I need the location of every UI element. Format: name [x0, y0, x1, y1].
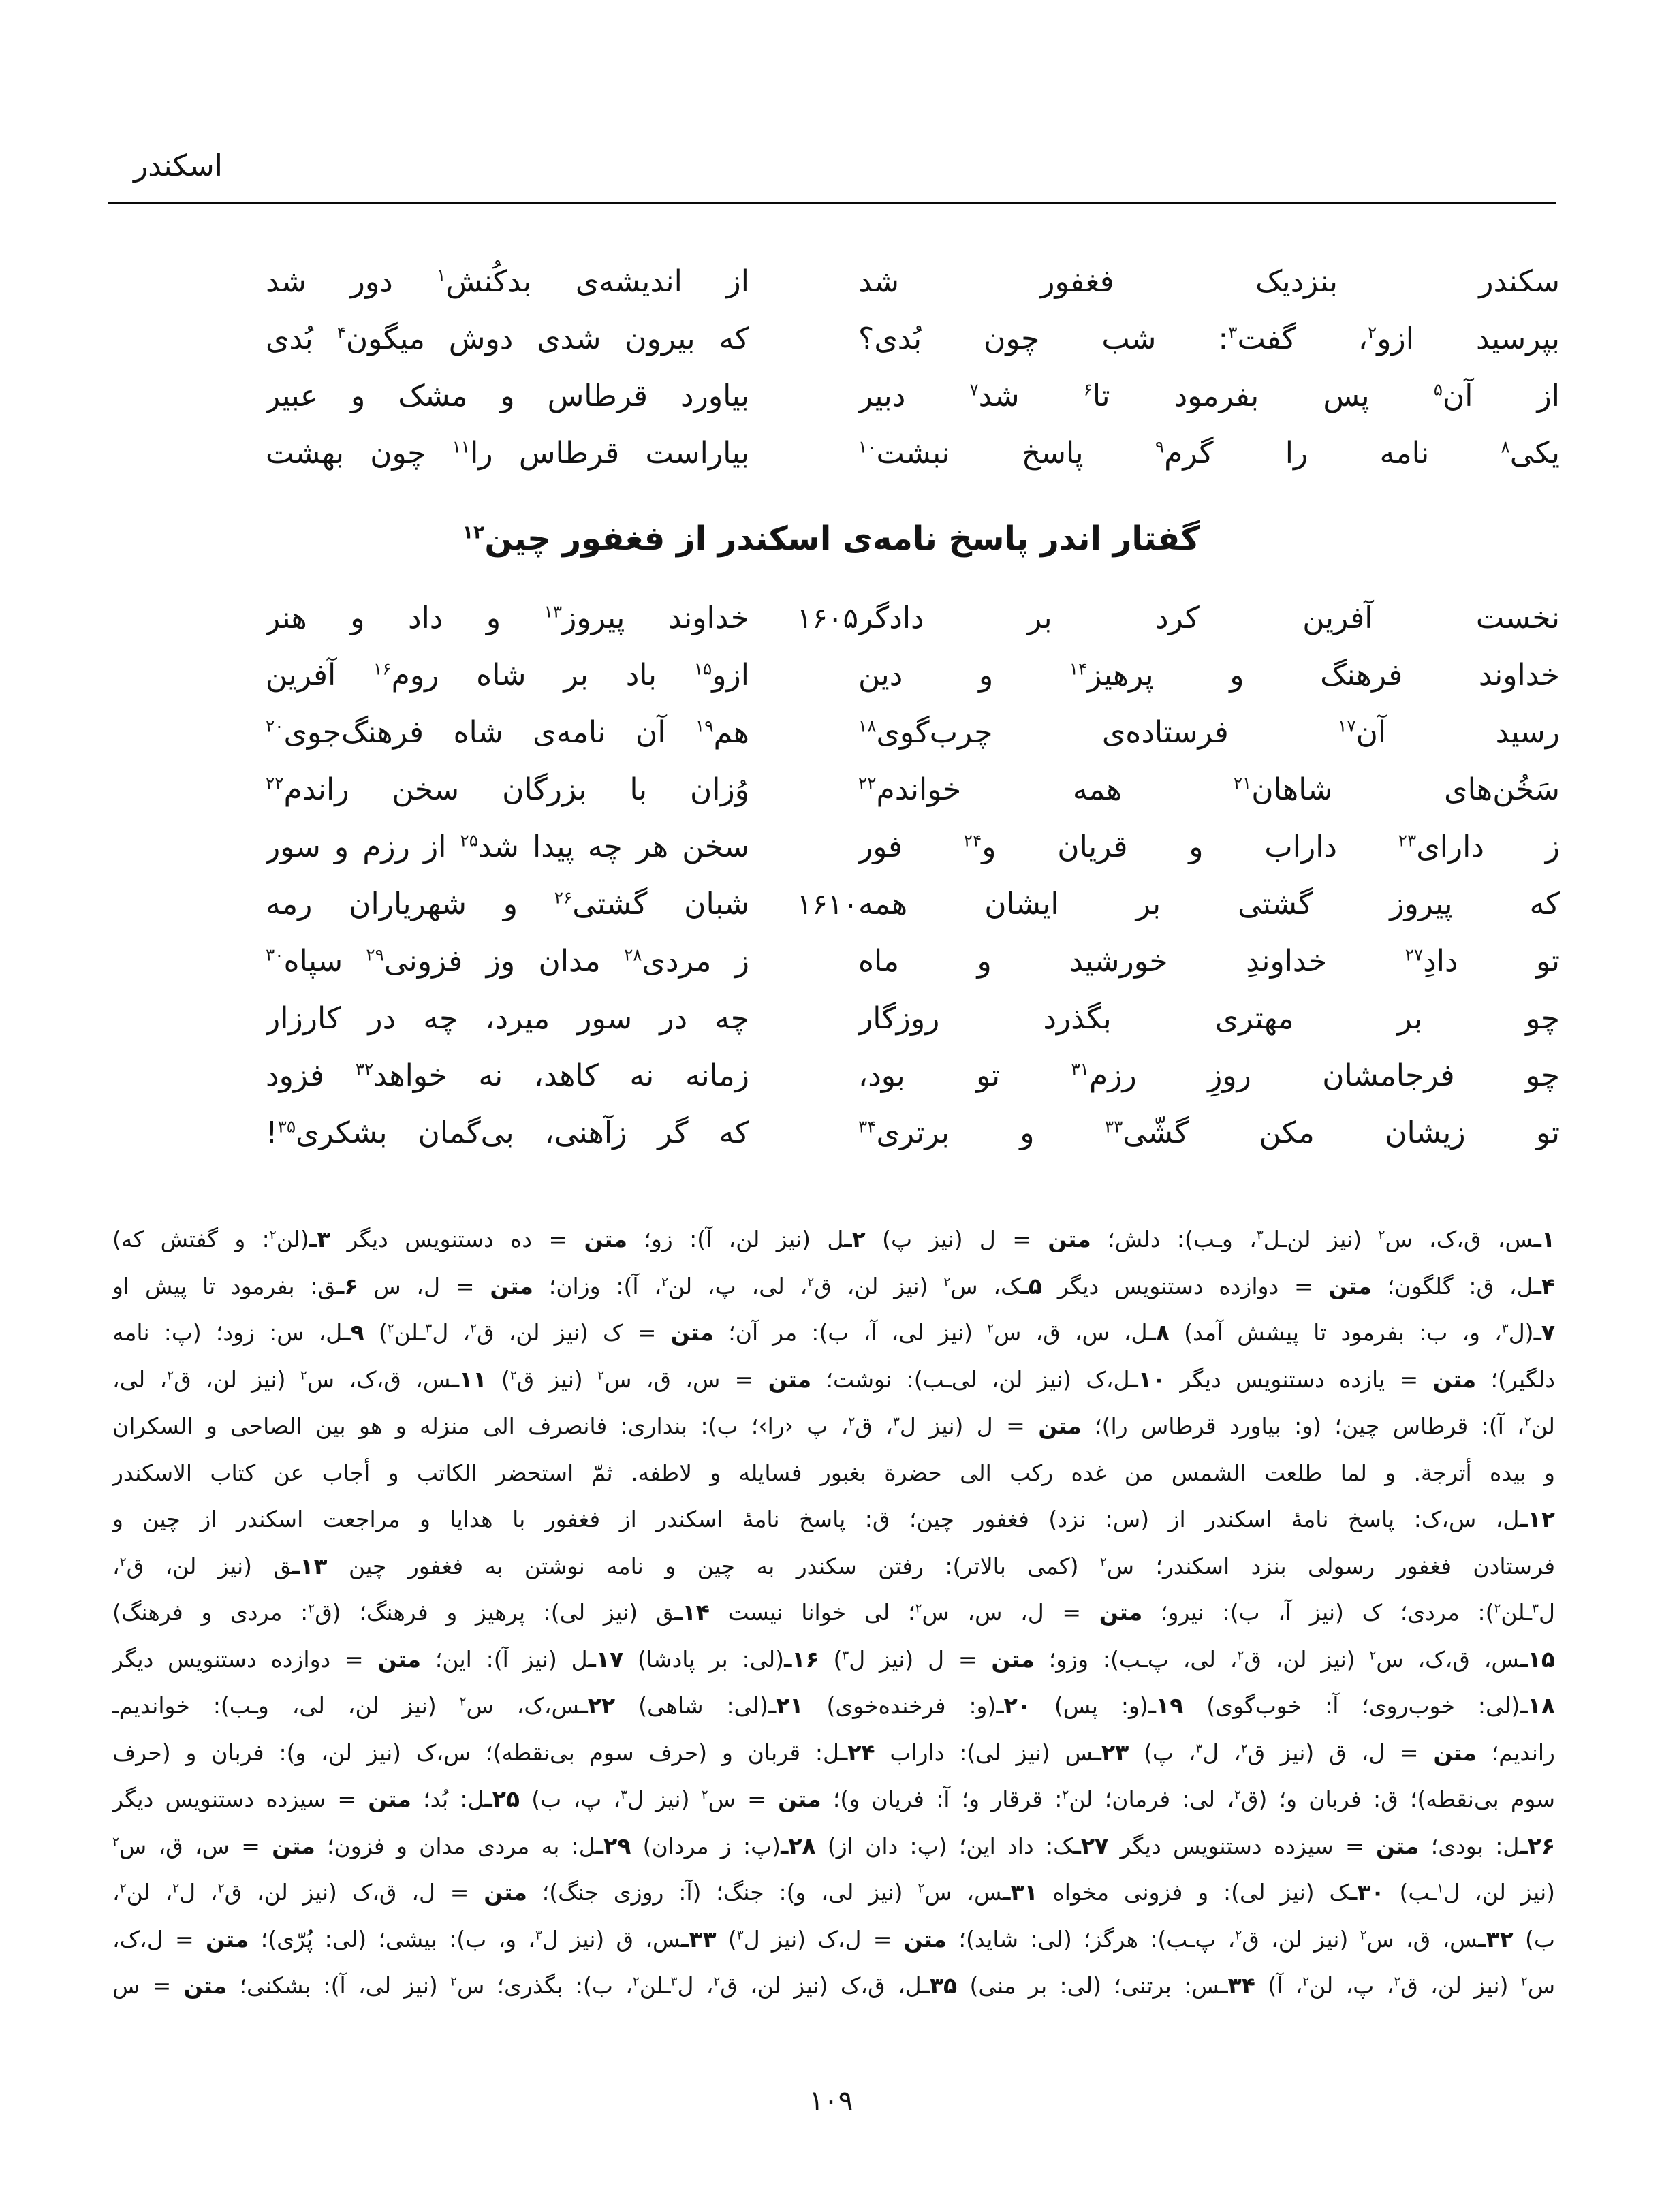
hemistich-left: ز مردی$^{۲۸}$ مدان وز فزونی$^{۲۹}$ سپاه$^{۳۰}$ — [266, 944, 749, 979]
footnote-line: ۱۸ـ(لی: خوب‌روی؛ آ: خوب‌گوی) ۱۹ـ(و: پس) ۲۰ـ(و: فرخنده‌خوی) ۲۱ـ(لی: شاهی) ۲۲ـس،ک، س$^۲$ (نیز لن، لی، وـب): خواندیم‌ـ — [112, 1692, 1555, 1719]
hemistich-left: وُزان با بزرگان سخن راندم$^{۲۲}$ — [266, 772, 749, 807]
verse-number — [749, 368, 858, 425]
hemistich-right: سَخُن‌های شاهان$^{۲۱}$ همه خواندم$^{۲۲}$ — [858, 772, 1560, 807]
couplet-row — [266, 590, 1560, 647]
hemistich-right: سکندر بنزدیک فغفور شد — [858, 264, 1560, 299]
footnote-line: ۲۶ـل: بودی؛ متن = سیزده دستنویس دیگر ۲۷ـک: داد این؛ (پ: دان از) ۲۸ـ(پ: ز مردان) ۲۹ـل: به مردی مدان و فزون؛ متن = س، ق، س$^۲$ — [112, 1832, 1555, 1859]
verse-number — [749, 647, 858, 704]
footnote-line: سوم بی‌نقطه)؛ ق: فربان و؛ (ق$^۲$، لی: فرمان؛ لن$^۲$: قرقار و؛ آ: فریان و)؛ متن = س$^۲$ (نیز ل$^۳$، پ، ب) ۲۵ـل: بُد؛ متن = سیزده دستنویس دیگر — [112, 1786, 1555, 1812]
hemistich-right: بپرسید ازو$^۲$، گفت$^۳$: شب چون بُدی؟ — [858, 321, 1560, 356]
hemistich-right: ز دارای$^{۲۳}$ داراب و قریان و$^{۲۴}$ فور — [858, 830, 1560, 864]
footnote-line: ۴ـل، ق: گلگون؛ متن = دوازده دستنویس دیگر ۵ـک، س$^۲$ (نیز لن، ق$^۲$، لی، پ، لن$^۲$، آ): وزان؛ متن = ل، س ۶ـق: بفرمود تا پیش او — [112, 1272, 1555, 1299]
hemistich-right: از آن$^۵$ پس بفرمود تا$^۶$ شد$^۷$ دبیر — [858, 379, 1560, 413]
hemistich-left: که گر زآهنی، بی‌گمان بشکری$^{۳۵}$! — [266, 1116, 749, 1150]
hemistich-right: تو زیشان مکن گشّی$^{۳۳}$ و برتری$^{۳۴}$ — [858, 1116, 1560, 1150]
hemistich-right: رسید آن$^{۱۷}$ فرستاده‌ی چرب‌گوی$^{۱۸}$ — [858, 715, 1560, 750]
footnote-line: و بیده أترجة. و لما طلعت الشمس من غده رکب الی حضرة بغبور فسایله و لاطفه. ثمّ استحضر الکاتب و أجاب عن کتاب الاسکندر — [112, 1459, 1555, 1486]
hemistich-left: که بیرون شدی دوش میگون$^۴$ بُدی — [266, 321, 749, 356]
verse-number — [749, 425, 858, 482]
verse-number — [749, 761, 858, 819]
page-number: ۱۰۹ — [809, 2085, 853, 2117]
hemistich-right: یکی$^۸$ نامه را گرم$^۹$ پاسخ نبشت$^{۱۰}$ — [858, 436, 1560, 471]
hemistich-left: ازو$^{۱۵}$ باد بر شاه روم$^{۱۶}$ آفرین — [266, 658, 749, 693]
footnotes-block — [112, 1216, 1555, 2010]
couplet-row — [266, 425, 1560, 482]
couplet-row — [266, 876, 1560, 933]
verse-number — [749, 311, 858, 368]
footnote-line: دلگیر)؛ متن = یازده دستنویس دیگر ۱۰ـل،ک (نیز لن، لی‌ـب): نوشت؛ متن = س، ق، س$^۲$ (نیز ق$^۲$) ۱۱ـس، ق،ک، س$^۲$ (نیز لن، ق$^۲$، لی، — [112, 1365, 1555, 1393]
section-heading: گفتار اندر پاسخ نامه‌ی اسکندر از فغفور چین$^{۱۲}$ — [462, 520, 1200, 558]
footnote-line: ۱ـس، ق،ک، س$^۲$ (نیز لن‌ـل$^۳$، وـب): دلش؛ متن = ل (نیز پ) ۲ـل (نیز لن، آ): زو؛ متن = ده دستنویس دیگر ۳ـ(لن$^۲$: و گفتش که) — [112, 1226, 1555, 1252]
poem-block-1 — [266, 253, 1560, 482]
couplet-row — [266, 311, 1560, 368]
footnote-line: لن$^۲$، آ): قرطاس چین؛ (و: بیاورد قرطاس را)؛ متن = ل (نیز ل$^۳$، ق$^۲$، پ ‹را›؛ ب): بنداری: فانصرف الی منزله و هو بین الصاحی و السکران — [112, 1412, 1555, 1439]
header-rule — [108, 202, 1556, 204]
hemistich-right: خداوند فرهنگ و پرهیز$^{۱۴}$ و دین — [858, 658, 1560, 693]
couplet-row — [266, 1047, 1560, 1105]
footnote-line: راندیم؛ متن = ل، ق (نیز ق$^۲$، ل$^۳$، پ) ۲۳ـس (نیز لی): داراب ۲۴ـل: قربان و (حرف سوم بی‌نقطه)؛ س،ک (نیز لن، و): فربان و (حرف — [112, 1739, 1555, 1766]
poem-block-2 — [266, 590, 1560, 1162]
footnote-line: ۱۵ـس، ق،ک، س$^۲$ (نیز لن، ق$^۲$، لی، پ‌ـب): وزو؛ متن = ل (نیز ل$^۳$) ۱۶ـ(لی: بر پادشا) ۱۷ـل (نیز آ): این؛ متن = دوازده دستنویس دیگر — [112, 1645, 1555, 1673]
footnote-line: ل$^۳$ـلن$^۲$): مردی؛ ک (نیز آ، ب): نیرو؛ متن = ل، س، س$^۲$؛ لی خوانا نیست ۱۴ـق (نیز لی): پرهیز و فرهنگ؛ (ق$^۲$: مردی و فرهنگ) — [112, 1599, 1555, 1626]
couplet-row — [266, 990, 1560, 1047]
hemistich-left: بیاورد قرطاس و مشک و عبیر — [266, 379, 749, 413]
verse-number: ۱۶۰۵ — [796, 601, 858, 635]
hemistich-left: بیاراست قرطاس را$^{۱۱}$ چون بهشت — [266, 436, 749, 471]
footnote-line: (نیز لن، ل$^۱$ـب) ۳۰ـک (نیز لی): و فزونی مخواه ۳۱ـس، س$^۲$ (نیز لی، و): جنگ؛ (آ: روزی جنگ)؛ متن = ل، ق،ک (نیز لن، ق$^۲$، ل$^۲$، لن$^۲$، — [112, 1879, 1555, 1906]
couplet-row — [266, 933, 1560, 990]
couplet-row — [266, 368, 1560, 425]
verse-number — [749, 1105, 858, 1162]
hemistich-left: زمانه نه کاهد، نه خواهد$^{۳۲}$ فزود — [266, 1058, 749, 1093]
verse-number — [749, 990, 858, 1047]
verse-number: ۱۶۱۰ — [796, 887, 858, 921]
couplet-row — [266, 253, 1560, 311]
verse-number — [749, 933, 858, 990]
hemistich-left: سخن هر چه پیدا شد$^{۲۵}$ از رزم و سور — [266, 830, 749, 864]
running-head: اسکندر — [134, 148, 223, 183]
hemistich-left: از اندیشه‌ی بدکُنش$^۱$ دور شد — [266, 264, 749, 299]
footnote-line: س$^۲$ (نیز لن، ق$^۲$، پ، لن$^۲$، آ) ۳۴ـس: برتنی؛ (لی: بر منی) ۳۵ـل، ق،ک (نیز لن، ق$^۲$، ل$^۳$ـلن$^۲$، ب): بگذری؛ س$^۲$ (نیز لی، آ): بشکنی؛ متن = س — [112, 1972, 1555, 1999]
verse-number — [749, 819, 858, 876]
hemistich-right: که پیروز گشتی بر ایشان همه — [858, 887, 1560, 921]
hemistich-left: خداوند پیروز$^{۱۳}$ و داد و هنر — [266, 601, 749, 635]
hemistich-left: چه در سور میرد، چه در کارزار — [266, 1001, 749, 1036]
verse-number — [749, 1047, 858, 1105]
verse-number — [749, 704, 858, 761]
couplet-row — [266, 819, 1560, 876]
footnote-line: ۱۲ـل، س،ک: پاسخ نامهٔ اسکندر از (س: نزد) فغفور چین؛ ق: پاسخ نامهٔ اسکندر از فغفور با هدایا و مراجعت اسکندر از چین و — [112, 1506, 1555, 1532]
footnote-line: ۷ـ(ل$^۳$، و، ب: بفرمود تا پیشش آمد) ۸ـل، س، ق، س$^۲$ (نیز لی، آ، ب): مر آن؛ متن = ک (نیز لن، ق$^۲$، ل$^۳$ـلن$^۲$) ۹ـل، س: زود؛ (پ: نامه — [112, 1319, 1555, 1346]
hemistich-right: چو فرجامشان روزِ رزم$^{۳۱}$ تو بود، — [858, 1058, 1560, 1093]
hemistich-left: شبان گشتی$^{۲۶}$ و شهریاران رمه — [266, 887, 749, 921]
verse-number — [749, 253, 858, 311]
hemistich-right: چو بر مهتری بگذرد روزگار — [858, 1001, 1560, 1036]
couplet-row — [266, 647, 1560, 704]
hemistich-left: هم$^{۱۹}$ آن نامه‌ی شاه فرهنگ‌جوی$^{۲۰}$ — [266, 715, 749, 750]
couplet-row — [266, 1105, 1560, 1162]
hemistich-right: تو دادِ$^{۲۷}$ خداوندِ خورشید و ماه — [858, 944, 1560, 979]
couplet-row — [266, 761, 1560, 819]
hemistich-right: نخست آفرین کرد بر دادگر — [858, 601, 1560, 635]
footnote-line: ب) ۳۲ـس، ق، س$^۲$ (نیز لن، ق$^۲$، پ‌ـب): هرگز؛ (لی: شاید)؛ متن = ل،ک (نیز ل$^۳$) ۳۳ـس، ق (نیز ل$^۳$، و، ب): بیشی؛ (لی: پُرّی)؛ متن = ل،ک، — [112, 1925, 1555, 1953]
footnote-line: فرستادن فغفور رسولی بنزد اسکندر؛ س$^۲$ (کمی بالاتر): رفتن سکندر به چین و نامه نوشتن به فغفور چین ۱۳ـق (نیز لن، ق$^۲$، — [112, 1552, 1555, 1579]
couplet-row — [266, 704, 1560, 761]
